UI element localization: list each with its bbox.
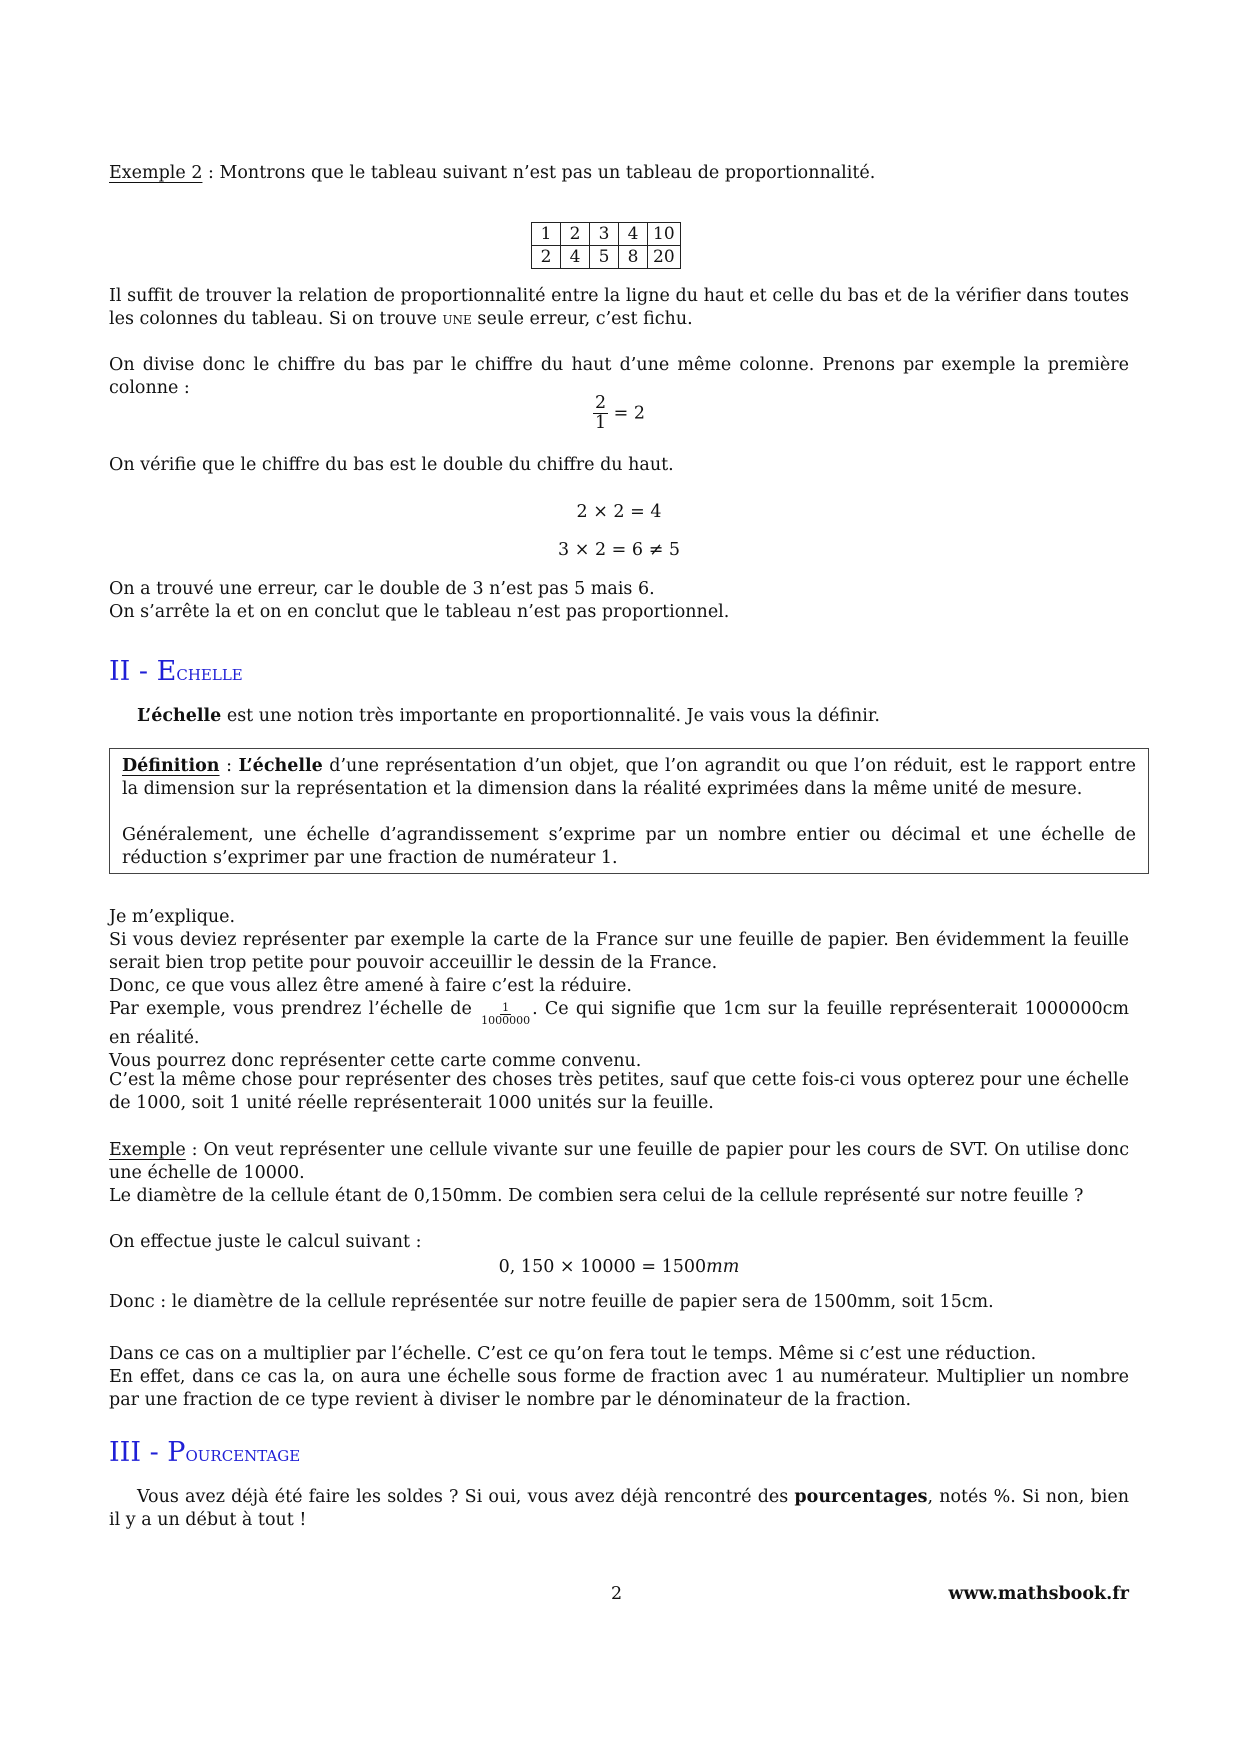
table-cell: 10 [648, 223, 681, 246]
table-cell: 2 [561, 223, 590, 246]
section-initial: P [167, 1437, 186, 1468]
text-line: Le diamètre de la cellule étant de 0,150mm. De combien sera celui de la cellule représenté sur notre feuille ? [109, 1186, 1084, 1206]
paragraph-verify: On vérifie que le chiffre du bas est le double du chiffre du haut. [109, 455, 674, 475]
section-number: II - [109, 656, 157, 687]
page-number: 2 [611, 1584, 623, 1604]
section-title-pourcentage [109, 1437, 300, 1468]
paragraph-resultat: Donc : le diamètre de la cellule représentée sur notre feuille de papier sera de 1500mm, soit 15cm. [109, 1292, 994, 1312]
definition-label: Définition [122, 756, 220, 776]
fraction-numerator: 2 [594, 393, 607, 413]
text-line: Donc, ce que vous allez être amené à faire c’est la réduire. [109, 976, 632, 996]
proportion-table [531, 222, 681, 269]
example-2-line [109, 162, 1129, 185]
text-span: d’une représentation d’un objet, que l’on agrandit ou que l’on réduit, est le rapport entre la dimension sur la représentation et la dimension dans la réalité exprimées dans la même unité de mesure. [122, 756, 1136, 799]
section-title-echelle [109, 656, 243, 687]
text-span: , notés %. Si non, bien il y a un début à tout ! [109, 1487, 1129, 1530]
section-number: III - [109, 1437, 168, 1468]
table-cell: 1 [532, 223, 561, 246]
paragraph-multiplier [109, 1343, 1129, 1412]
paragraph-petites-choses: C’est la même chose pour représenter des choses très petites, sauf que cette fois-ci vous opterez pour une échelle de 1000, soit 1 unité réelle représenterait 1000 unités sur la feuille. [109, 1070, 1129, 1113]
small-caps-text: une [442, 309, 472, 329]
paragraph-calcul: On effectue juste le calcul suivant : [109, 1232, 422, 1252]
paragraph-explication [109, 906, 1129, 1073]
equation-unit: mm [706, 1257, 740, 1277]
text-line: Dans ce cas on a multiplier par l’échelle. C’est ce qu’on fera tout le temps. Même si c’est une réduction. [109, 1344, 1037, 1364]
fraction-numerator: 1 [502, 1001, 510, 1014]
equation-2: 2 × 2 = 4 [576, 502, 662, 522]
table-row [532, 246, 681, 269]
example-label: Exemple [109, 1140, 186, 1160]
text-line: Vous pourrez donc représenter cette carte comme convenu. [109, 1051, 642, 1072]
table-row [532, 223, 681, 246]
definition-text-2: Généralement, une échelle d’agrandissement s’exprime par un nombre entier ou décimal et une échelle de réduction s’exprimer par une fraction de numérateur 1. [122, 825, 1136, 868]
example-text: : Montrons que le tableau suivant n’est pas un tableau de proportionnalité. [202, 163, 876, 183]
text-line [109, 998, 1129, 1050]
text-span: : [219, 756, 239, 776]
section-rest: chelle [176, 661, 243, 685]
definition-box [109, 748, 1149, 874]
text-line: Je m’explique. [109, 907, 236, 927]
fraction-denominator: 1000000 [481, 1014, 531, 1028]
text-span: est une notion très importante en proportionnalité. Je vais vous la définir. [221, 706, 880, 726]
equation-4 [109, 1256, 1129, 1279]
text-span: . Ce qui signifie que 1cm sur la feuille représenterait 1000000cm en réalité. [109, 999, 1129, 1049]
site-url: www.mathsbook.fr [948, 1584, 1129, 1604]
fraction [593, 394, 608, 434]
table-cell: 3 [590, 223, 619, 246]
definition-text-1 [122, 755, 1136, 801]
fraction-denominator: 1 [594, 413, 607, 434]
table-cell: 20 [648, 246, 681, 269]
paragraph-soldes [109, 1486, 1129, 1532]
text-span: Vous avez déjà été faire les soldes ? Si oui, vous avez déjà rencontré des [137, 1487, 795, 1507]
equation-text: 0, 150 × 10000 = 1500 [498, 1257, 707, 1277]
text-span: : On veut représenter une cellule vivante sur une feuille de papier pour les cours de SVT. On utilise donc une échelle de 10000. [109, 1140, 1129, 1183]
example-cellule [109, 1139, 1129, 1208]
equation-3: 3 × 2 = 6 ≠ 5 [558, 540, 680, 560]
text-line: On s’arrête la et on en conclut que le tableau n’est pas proportionnel. [109, 602, 730, 622]
section-initial: E [156, 656, 177, 687]
text-span: Par exemple, vous prendrez l’échelle de [109, 999, 480, 1019]
table-cell: 8 [619, 246, 648, 269]
paragraph-conclusion [109, 578, 1129, 624]
paragraph-relation [109, 285, 1129, 331]
equation-rest: = 2 [608, 403, 646, 424]
fraction-small [479, 1002, 532, 1027]
text-span: seule erreur, c’est fichu. [471, 309, 693, 329]
bold-term: L’échelle [238, 756, 323, 776]
table-cell: 4 [561, 246, 590, 269]
text-span: Il suffit de trouver la relation de proportionnalité entre la ligne du haut et celle du bas et de la vérifier dans toutes les colonnes du tableau. Si on trouve [109, 286, 1129, 329]
paragraph-divide: On divise donc le chiffre du bas par le chiffre du haut d’une même colonne. Prenons par exemple la première colonne : [109, 355, 1129, 398]
table-cell: 4 [619, 223, 648, 246]
text-line: On a trouvé une erreur, car le double de 3 n’est pas 5 mais 6. [109, 579, 655, 599]
bold-term: L’échelle [137, 706, 222, 726]
text-line: En effet, dans ce cas la, on aura une échelle sous forme de fraction avec 1 au numérateur. Multiplier un nombre par une fraction de ce type revient à diviser le nombre par le dénominateur de la fraction. [109, 1367, 1129, 1410]
text-line: Si vous deviez représenter par exemple la carte de la France sur une feuille de papier. Ben évidemment la feuille serait bien trop petite pour pouvoir acceuillir le dessin de la France. [109, 930, 1129, 973]
example-label: Exemple 2 [109, 163, 203, 183]
equation-fraction [109, 394, 1129, 434]
bold-term: pourcentages [794, 1487, 928, 1507]
table-cell: 2 [532, 246, 561, 269]
section-rest: ourcentage [185, 1442, 301, 1466]
document-page [109, 0, 1136, 1754]
paragraph-echelle-intro [109, 705, 1129, 728]
table-cell: 5 [590, 246, 619, 269]
